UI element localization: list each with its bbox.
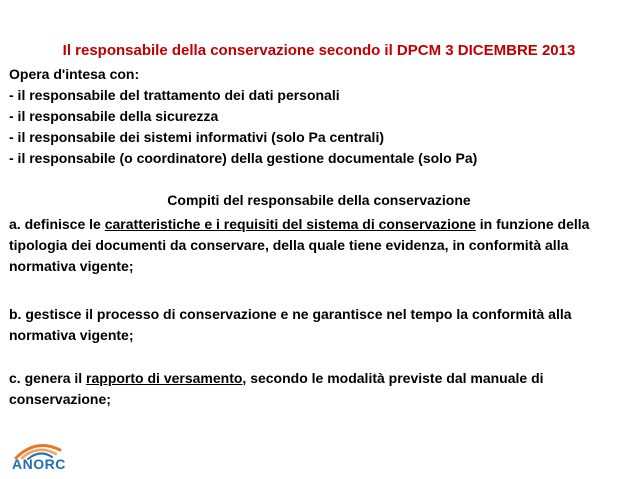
task-a-suffix: in funzione della tipologia dei documenti da conservare, della quale tiene evidenza, in conformità alla normativa vigente; — [9, 216, 590, 274]
intro-line: - il responsabile del trattamento dei dati personali — [9, 87, 340, 103]
intro-block — [9, 64, 629, 169]
intro-line: Opera d'intesa con: — [9, 66, 140, 82]
task-c-suffix: , secondo le modalità previste dal manuale di conservazione; — [9, 370, 544, 407]
task-c — [9, 368, 629, 410]
anorc-logo — [8, 436, 74, 474]
task-a — [9, 214, 629, 277]
task-a-underlined-term: caratteristiche e i requisiti del sistema di conservazione — [104, 216, 476, 232]
task-c-underlined-term: rapporto di versamento — [86, 370, 243, 386]
task-b: b. gestisce il processo di conservazione e ne garantisce nel tempo la conformità alla normativa vigente; — [9, 306, 572, 343]
task-a-prefix: a. definisce le — [9, 216, 105, 232]
logo-text: ANORC — [12, 456, 66, 472]
intro-line: - il responsabile dei sistemi informativi (solo Pa centrali) — [9, 129, 384, 145]
tasks-heading: Compiti del responsabile della conservazione — [167, 192, 471, 208]
slide-title: Il responsabile della conservazione secondo il DPCM 3 DICEMBRE 2013 — [62, 42, 576, 59]
intro-line: - il responsabile (o coordinatore) della gestione documentale (solo Pa) — [9, 150, 478, 166]
intro-line: - il responsabile della sicurezza — [9, 108, 219, 124]
task-c-prefix: c. genera il — [9, 370, 87, 386]
